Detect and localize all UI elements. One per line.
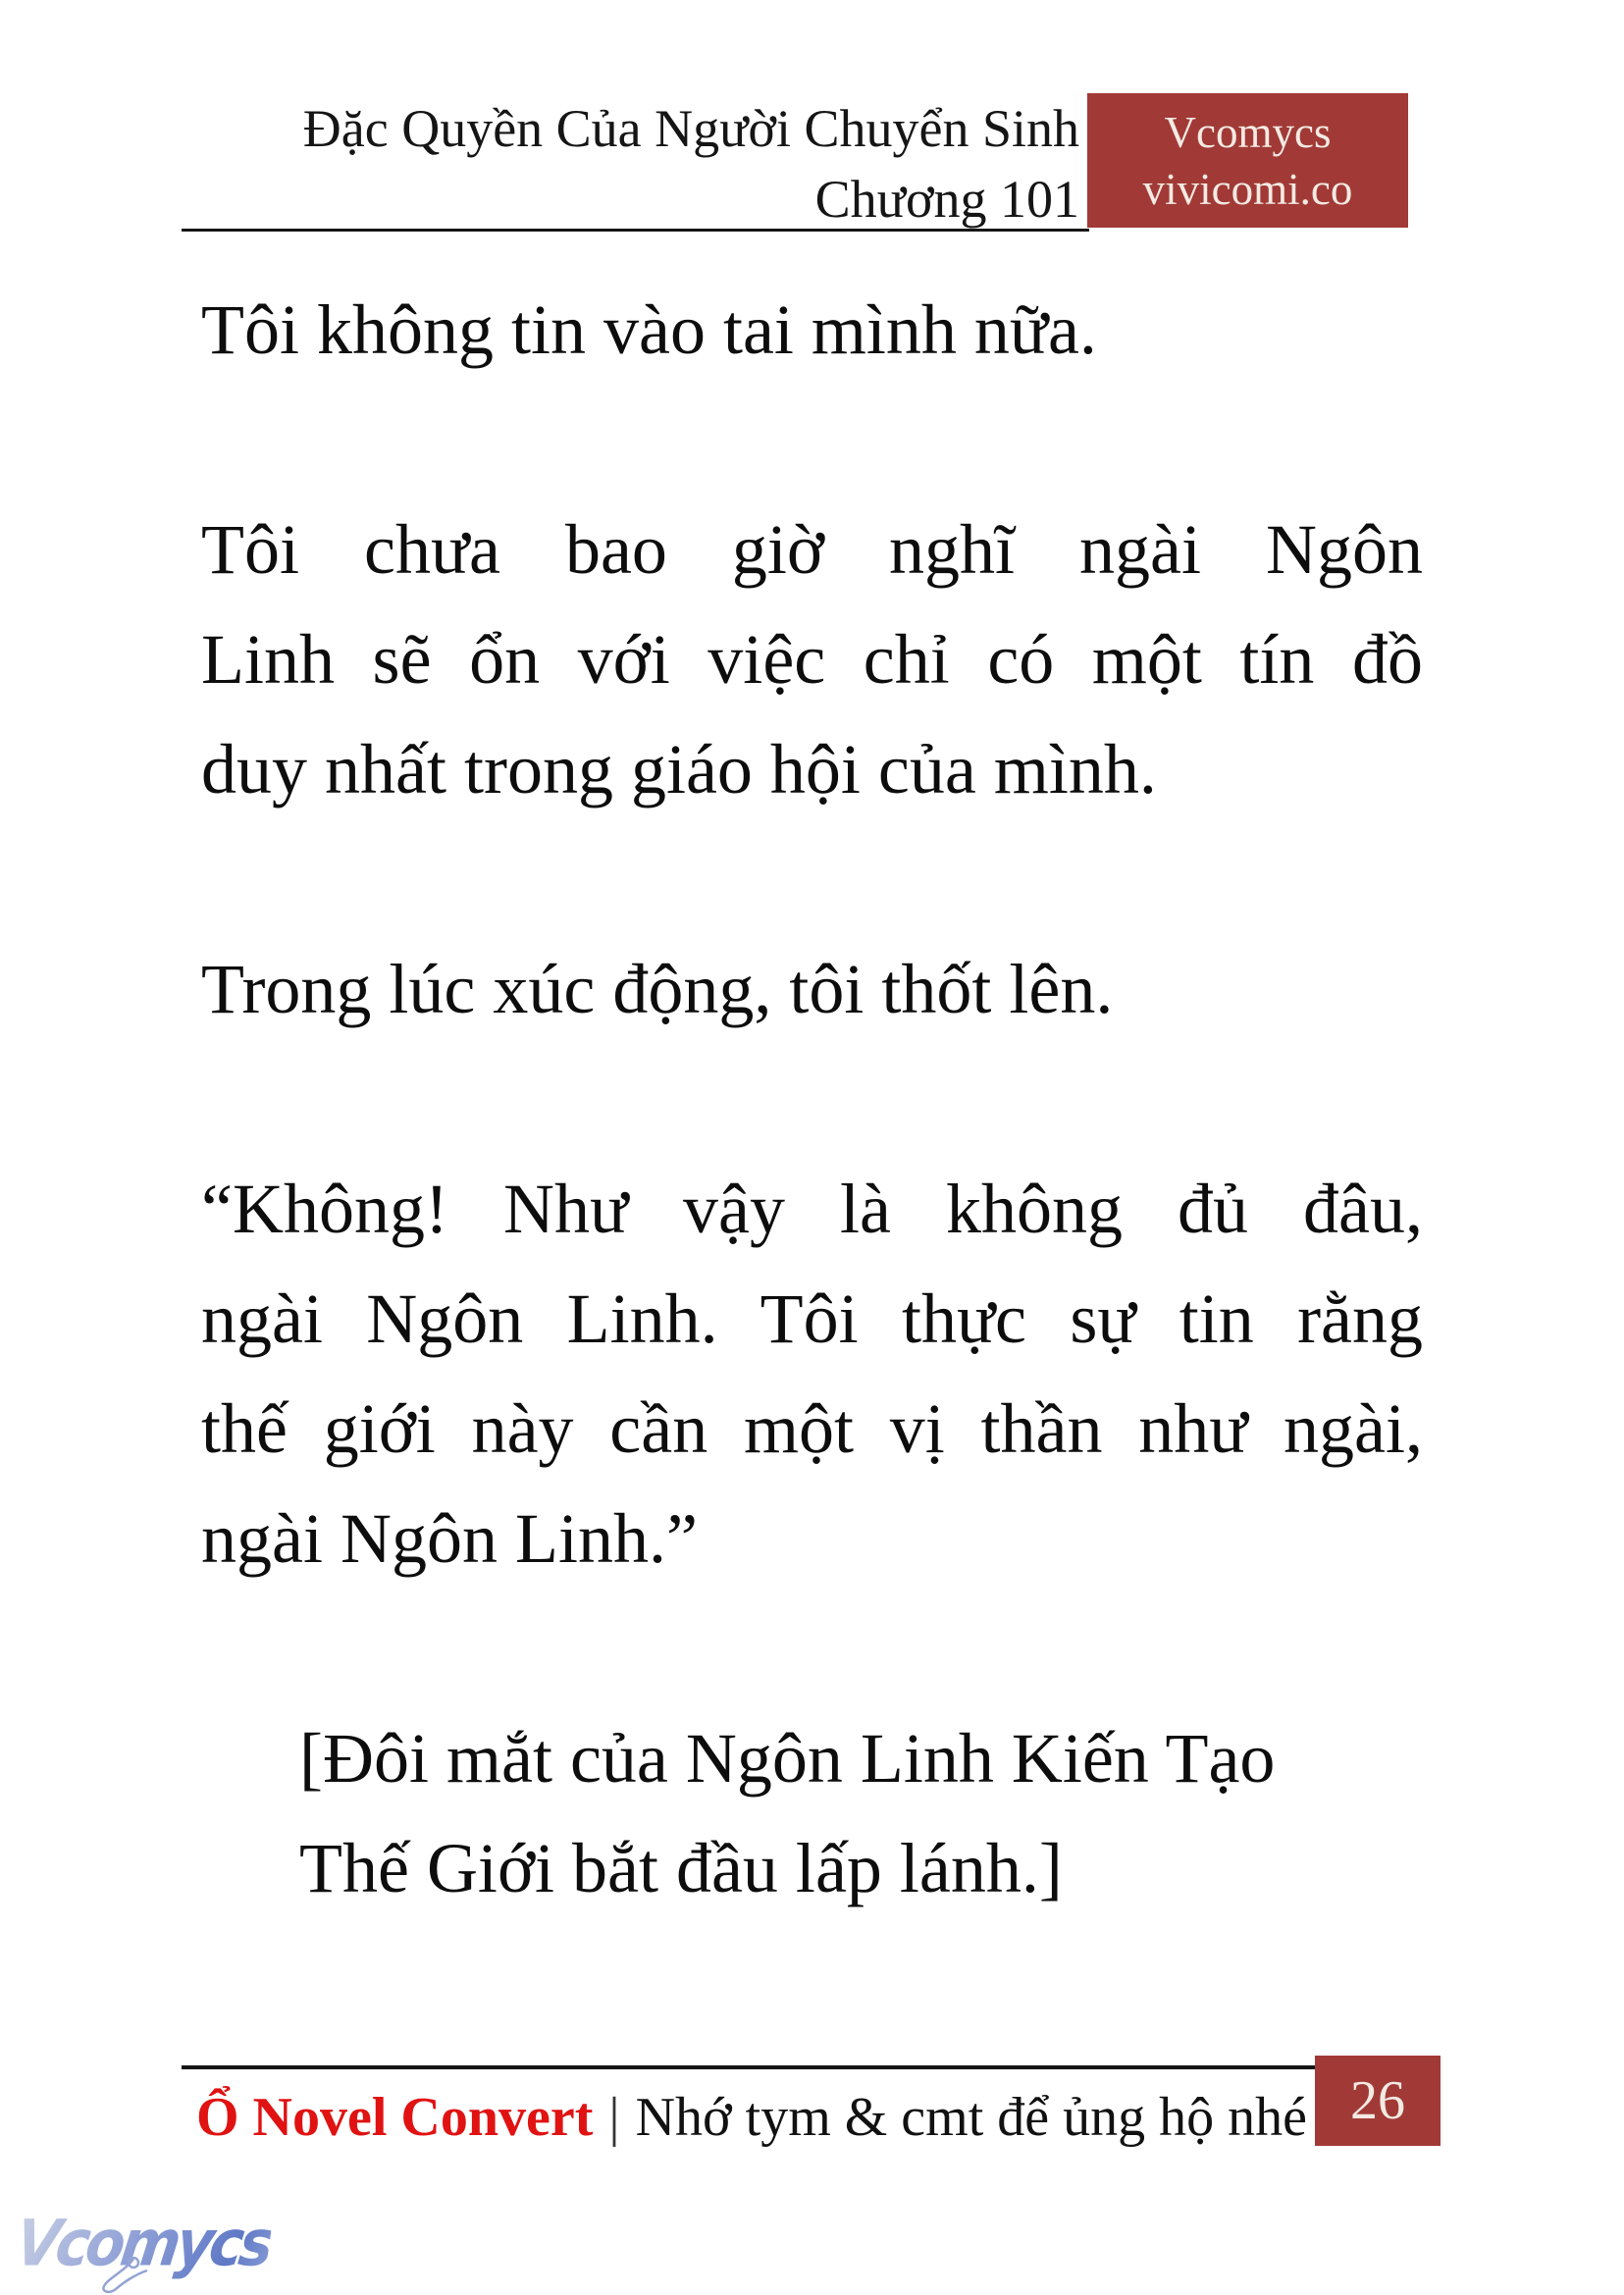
footer-brand: Ổ Novel Convert xyxy=(196,2087,594,2148)
paragraph-system-message xyxy=(299,1703,1423,1923)
paragraph xyxy=(201,495,1423,824)
text-line: ngài Ngôn Linh. Tôi thực sự tin rằng xyxy=(201,1279,1423,1358)
text-line: Linh sẽ ổn với việc chỉ có một tín đồ xyxy=(201,620,1423,699)
brand-stamp xyxy=(1087,93,1408,228)
brand-stamp-name: Vcomycs xyxy=(1164,107,1332,157)
text-line: ngài Ngôn Linh.” xyxy=(201,1499,698,1578)
page-number: 26 xyxy=(1350,2070,1405,2131)
body-text xyxy=(201,275,1423,1923)
text-line: Tôi không tin vào tai mình nữa. xyxy=(201,290,1097,369)
page-title: Đặc Quyền Của Người Chuyển Sinh xyxy=(302,99,1079,158)
flower-icon xyxy=(96,2257,165,2295)
paragraph xyxy=(201,1154,1423,1593)
text-line: thế giới này cần một vị thần như ngài, xyxy=(201,1389,1423,1468)
page-footer xyxy=(196,2082,1307,2153)
header-divider xyxy=(182,229,1089,232)
text-line: Thế Giới bắt đầu lấp lánh.] xyxy=(299,1829,1063,1907)
text-line: [Đôi mắt của Ngôn Linh Kiến Tạo xyxy=(299,1719,1276,1798)
watermark-logo: Vcomycs xyxy=(8,2206,275,2295)
text-line: Trong lúc xúc động, tôi thốt lên. xyxy=(201,950,1114,1028)
page-header xyxy=(0,93,1079,235)
footer-divider xyxy=(182,2065,1317,2069)
chapter-label: Chương 101 xyxy=(814,170,1079,229)
footer-separator: | xyxy=(608,2087,620,2148)
page-number-badge xyxy=(1315,2056,1441,2146)
brand-stamp-site: vivicomi.co xyxy=(1142,164,1353,214)
paragraph xyxy=(201,934,1423,1044)
text-line: Tôi chưa bao giờ nghĩ ngài Ngôn xyxy=(201,510,1423,589)
text-line: “Không! Như vậy là không đủ đâu, xyxy=(201,1170,1423,1248)
footer-note: Nhớ tym & cmt để ủng hộ nhé xyxy=(635,2087,1307,2148)
text-line: duy nhất trong giáo hội của mình. xyxy=(201,730,1157,808)
paragraph xyxy=(201,275,1423,385)
